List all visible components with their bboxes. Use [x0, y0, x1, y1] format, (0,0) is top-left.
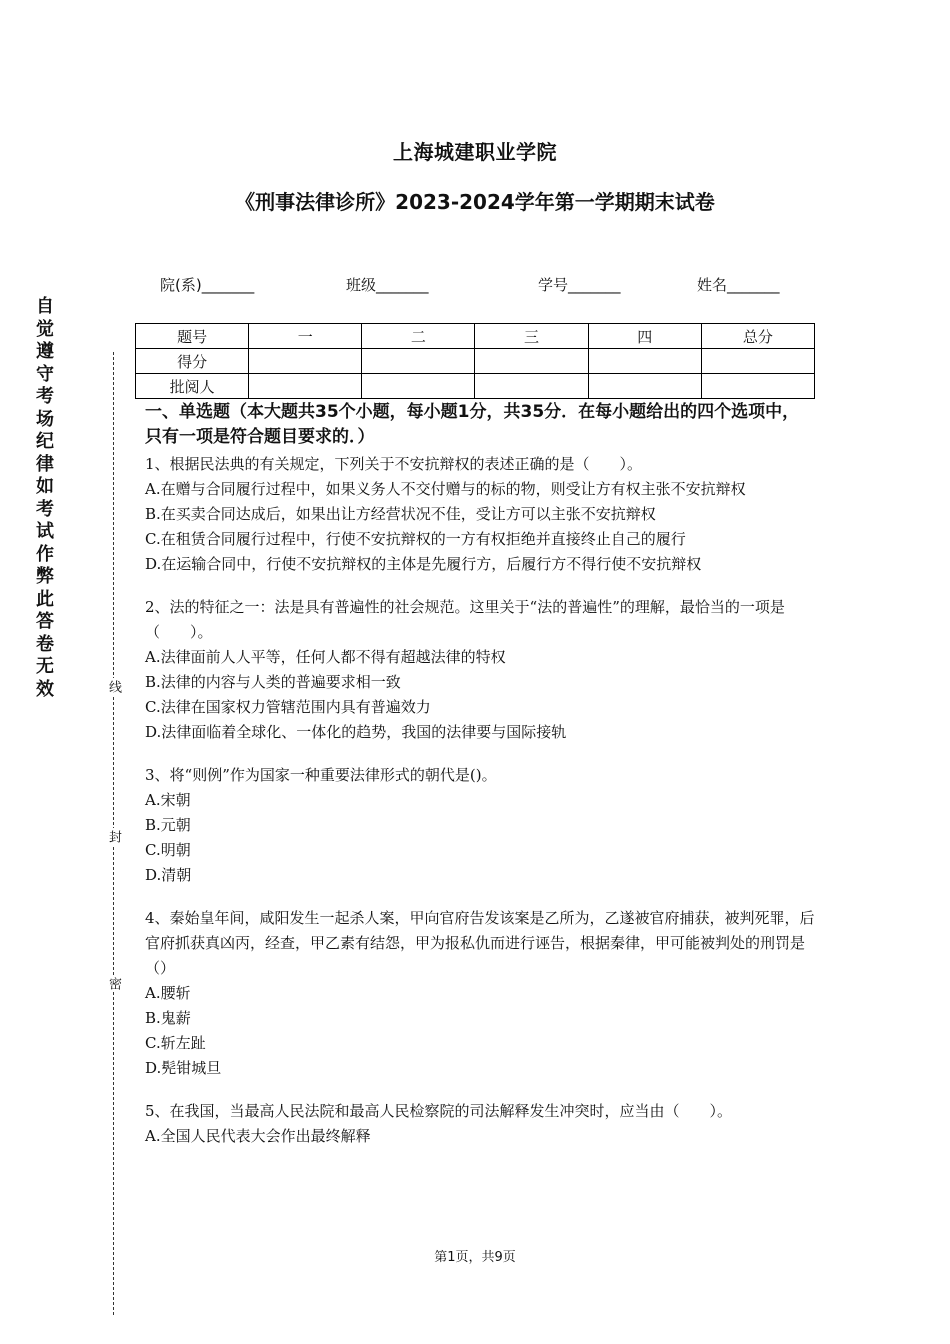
- score-table: [135, 323, 815, 399]
- name-field: 姓名_______: [697, 276, 780, 294]
- question-option: A.在赠与合同履行过程中，如果义务人不交付赠与的标的物，则受让方有权主张不安抗辩权: [145, 480, 746, 498]
- seal-mark-line: 线: [106, 680, 121, 693]
- seal-mark-mi: 密: [106, 977, 121, 990]
- score-table-row: [136, 349, 815, 374]
- score-table-row: [136, 374, 815, 399]
- student-id-field: 学号_______: [538, 276, 621, 294]
- score-cell: [701, 374, 814, 399]
- question-option: C.明朝: [145, 841, 191, 859]
- question: [145, 906, 815, 1081]
- question-option: B.在买卖合同达成后，如果出让方经营状况不佳，受让方可以主张不安抗辩权: [145, 505, 656, 523]
- question-option: C.在租赁合同履行过程中，行使不安抗辩权的一方有权拒绝并直接终止自己的履行: [145, 530, 686, 548]
- score-table-header: 总分: [701, 324, 814, 349]
- question-option: D.髡钳城旦: [145, 1059, 222, 1077]
- score-cell: [249, 374, 362, 399]
- question: [145, 763, 815, 888]
- question-option: A.法律面前人人平等，任何人都不得有超越法律的特权: [145, 648, 506, 666]
- score-table-header: 三: [475, 324, 588, 349]
- score-table-header: 四: [588, 324, 701, 349]
- score-cell: [249, 349, 362, 374]
- question-stem: 3、将“则例”作为国家一种重要法律形式的朝代是()。: [145, 766, 497, 784]
- score-cell: [475, 374, 588, 399]
- score-row-label: 得分: [136, 349, 249, 374]
- question-option: B.元朝: [145, 816, 191, 834]
- score-cell: [588, 349, 701, 374]
- score-cell: [701, 349, 814, 374]
- question: [145, 595, 815, 745]
- page-number: 第1页，共9页: [434, 1250, 516, 1265]
- question-stem: 5、在我国，当最高人民法院和最高人民检察院的司法解释发生冲突时，应当由（ ）。: [145, 1102, 733, 1120]
- question-option: D.在运输合同中，行使不安抗辩权的主体是先履行方，后履行方不得行使不安抗辩权: [145, 555, 702, 573]
- score-table-header: 二: [362, 324, 475, 349]
- seal-mark-feng: 封: [106, 830, 121, 843]
- score-cell: [362, 374, 475, 399]
- question-option: A.腰斩: [145, 984, 191, 1002]
- question-area: [145, 400, 815, 1167]
- question-option: B.鬼薪: [145, 1009, 191, 1027]
- question-stem: 1、根据民法典的有关规定，下列关于不安抗辩权的表述正确的是（ ）。: [145, 455, 643, 473]
- question: [145, 1099, 815, 1149]
- score-table-header: 题号: [136, 324, 249, 349]
- question-option: C.法律在国家权力管辖范围内具有普遍效力: [145, 698, 431, 716]
- question-stem: 2、法的特征之一：法是具有普遍性的社会规范。这里关于“法的普遍性”的理解，最恰当的一项是（ ）。: [145, 598, 785, 641]
- school-name: 上海城建职业学院: [393, 140, 557, 164]
- exam-title: 《刑事法律诊所》2023-2024学年第一学期期末试卷: [235, 190, 715, 214]
- question: [145, 452, 815, 577]
- score-cell: [362, 349, 475, 374]
- score-table-header: 一: [249, 324, 362, 349]
- question-option: B.法律的内容与人类的普遍要求相一致: [145, 673, 401, 691]
- question-option: D.法律面临着全球化、一体化的趋势，我国的法律要与国际接轨: [145, 723, 567, 741]
- question-option: C.斩左趾: [145, 1034, 206, 1052]
- department-field: 院(系)_______: [160, 276, 255, 294]
- exam-discipline-warning: 自觉遵守考场纪律如考试作弊此答卷无效: [36, 296, 54, 700]
- question-option: D.清朝: [145, 866, 192, 884]
- score-table-header-row: [136, 324, 815, 349]
- question-option: A.宋朝: [145, 791, 191, 809]
- question-option: A.全国人民代表大会作出最终解释: [145, 1127, 371, 1145]
- question-stem: 4、秦始皇年间，咸阳发生一起杀人案，甲向官府告发该案是乙所为，乙遂被官府捕获，被判死罪，后官府抓获真凶丙，经查，甲乙素有结怨，甲为报私仇而进行诬告，根据秦律，甲可能被判处的刑罚是（）: [145, 909, 815, 977]
- score-row-label: 批阅人: [136, 374, 249, 399]
- student-info-row: [160, 274, 800, 298]
- class-field: 班级_______: [346, 276, 429, 294]
- score-cell: [588, 374, 701, 399]
- section-heading: 一、单选题（本大题共35个小题，每小题1分，共35分．在每小题给出的四个选项中，只有一项是符合题目要求的．）: [145, 402, 800, 447]
- score-cell: [475, 349, 588, 374]
